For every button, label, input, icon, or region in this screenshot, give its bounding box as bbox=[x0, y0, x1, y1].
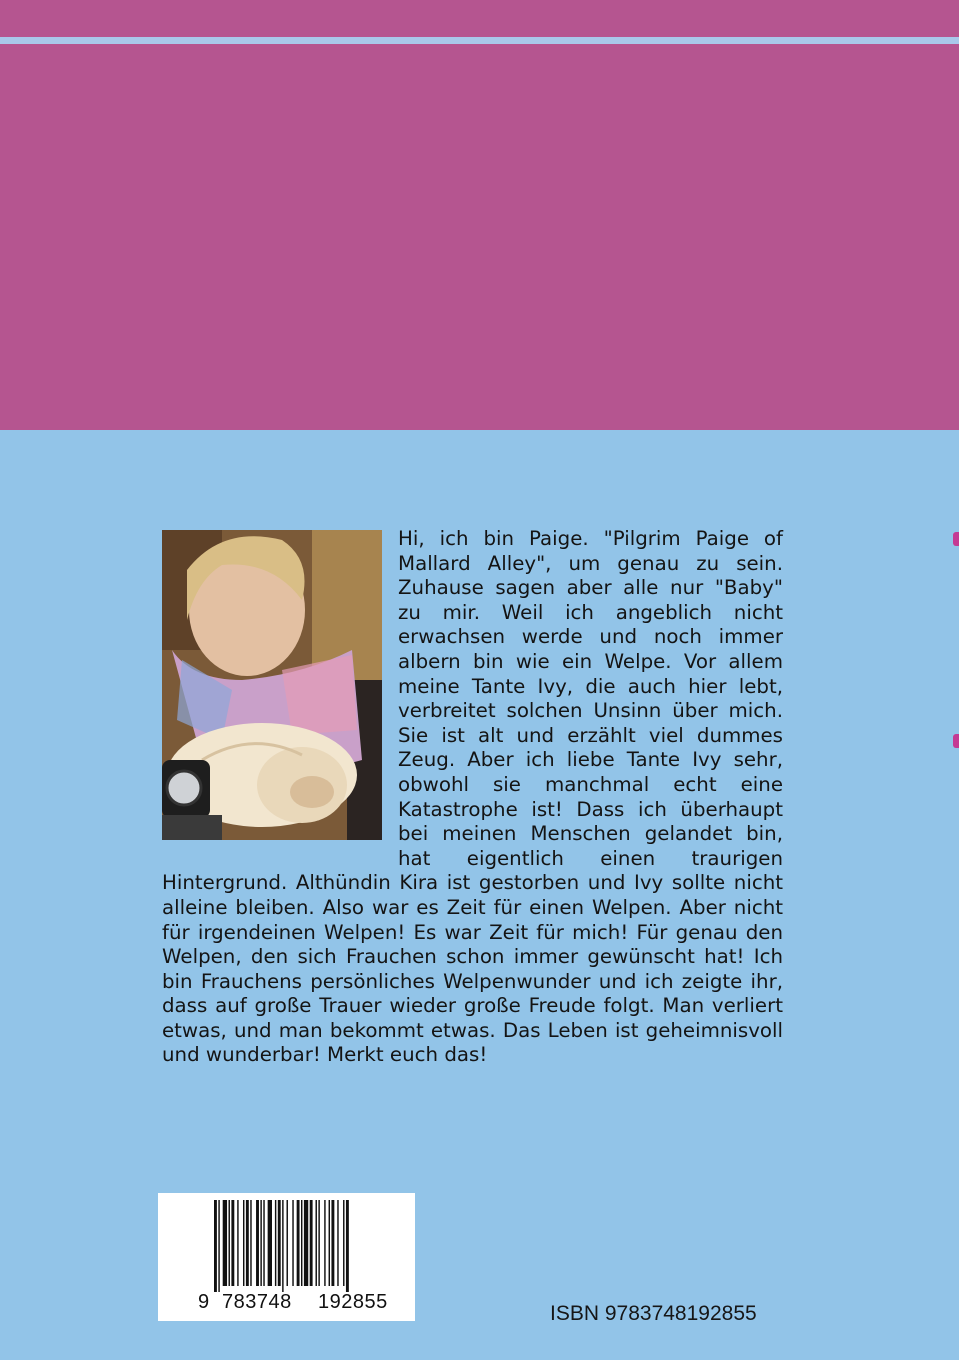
barcode-bars bbox=[158, 1193, 415, 1293]
barcode-bar bbox=[304, 1200, 308, 1286]
barcode-bar bbox=[329, 1200, 330, 1286]
edge-mark-upper bbox=[953, 532, 959, 546]
barcode-bar bbox=[256, 1200, 259, 1286]
barcode-bar bbox=[278, 1200, 281, 1286]
barcode-bar bbox=[292, 1200, 293, 1286]
barcode-bar bbox=[346, 1200, 349, 1292]
barcode-bar bbox=[316, 1200, 317, 1286]
blurb-text bbox=[162, 527, 783, 1068]
barcode-bar bbox=[237, 1200, 238, 1286]
barcode-bar bbox=[282, 1200, 283, 1292]
top-stripe bbox=[0, 37, 959, 44]
barcode-bar bbox=[223, 1200, 227, 1286]
barcode-bar bbox=[246, 1200, 249, 1286]
barcode-bar bbox=[218, 1200, 219, 1292]
barcode-bar bbox=[324, 1200, 325, 1286]
barcode-bar bbox=[337, 1200, 338, 1286]
barcode-first-digit: 9 bbox=[198, 1291, 210, 1313]
barcode bbox=[158, 1193, 415, 1321]
isbn-label: ISBN 9783748192855 bbox=[550, 1302, 757, 1325]
barcode-right-group: 192855 bbox=[318, 1291, 388, 1313]
barcode-bar bbox=[250, 1200, 251, 1286]
barcode-bar bbox=[214, 1200, 217, 1292]
barcode-bar bbox=[275, 1200, 276, 1286]
barcode-bar bbox=[318, 1200, 319, 1286]
barcode-bar bbox=[268, 1200, 272, 1286]
barcode-bar bbox=[229, 1200, 230, 1286]
barcode-bar bbox=[287, 1200, 288, 1286]
edge-mark-lower bbox=[953, 734, 959, 748]
barcode-bar bbox=[231, 1200, 234, 1286]
barcode-bar bbox=[260, 1200, 261, 1286]
barcode-bar bbox=[343, 1200, 344, 1286]
barcode-bar bbox=[310, 1200, 313, 1286]
barcode-left-group: 783748 bbox=[222, 1291, 292, 1313]
photo-spacer bbox=[162, 527, 398, 847]
blurb-content: Hi, ich bin Paige. "Pilgrim Paige of Mallard Alley", um genau zu sein. Zuhause sagen aber alle nur "Baby" zu mir. Weil ich angeblich nicht erwachsen werde und noch immer albern bin wie ein Welpe. Vor allem meine Tante Ivy, die auch hier lebt, verbreitet solchen Unsinn über mich. Sie ist alt und erzählt viel dummes Zeug. Aber ich liebe Tante Ivy sehr, obwohl sie manchmal echt eine Katastrophe ist! Dass ich überhaupt bei meinen Menschen gelandet bin, hat eigentlich einen traurigen Hintergrund. Althündin Kira ist gestorben und Ivy sollte nicht alleine bleiben. Also war es Zeit für einen Welpen. Aber nicht für irgendeinen Welpen! Es war Zeit für mich! Für genau den Welpen, den sich Frauchen schon immer gewünscht hat! Ich bin Frauchens persönliches Welpenwunder und ich zeigte ihr, dass auf große Trauer wieder große Freude folgt. Man verliert etwas, und man bekommt etwas. Das Leben ist geheimnisvoll und wunderbar! Merkt euch das! bbox=[162, 527, 783, 1067]
barcode-bar bbox=[297, 1200, 300, 1286]
top-color-band bbox=[0, 0, 959, 430]
barcode-bar bbox=[263, 1200, 264, 1286]
barcode-bar bbox=[243, 1200, 244, 1286]
barcode-bar bbox=[301, 1200, 302, 1286]
barcode-bar bbox=[331, 1200, 334, 1286]
